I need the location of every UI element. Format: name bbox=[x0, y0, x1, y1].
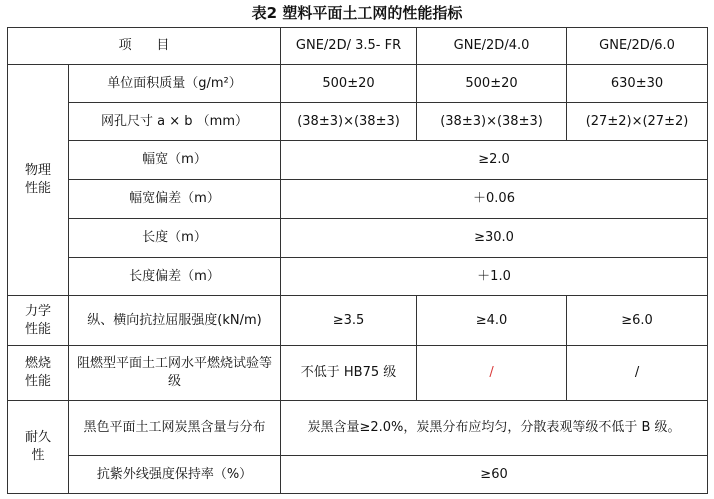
cell-flame-2 bbox=[417, 346, 567, 401]
category-mechanical: 力学 性能 bbox=[8, 296, 69, 346]
cell-strength-1: ≥3.5 bbox=[281, 296, 417, 346]
table-row bbox=[8, 180, 708, 219]
cell-length: ≥30.0 bbox=[281, 219, 708, 258]
cell-strength-2: ≥4.0 bbox=[417, 296, 567, 346]
table-row bbox=[8, 219, 708, 258]
cell-mass-2: 500±20 bbox=[417, 65, 567, 103]
cell-width: ≥2.0 bbox=[281, 141, 708, 180]
category-durability: 耐久 性 bbox=[8, 401, 69, 494]
cell-mesh-1: (38±3)×(38±3) bbox=[281, 103, 417, 141]
cell-length-dev: ＋1.0 bbox=[281, 258, 708, 296]
row-item-width-dev: 幅宽偏差（m） bbox=[69, 180, 281, 219]
row-item-length-dev: 长度偏差（m） bbox=[69, 258, 281, 296]
header-col3: GNE/2D/6.0 bbox=[567, 28, 708, 65]
table-row bbox=[8, 258, 708, 296]
header-col1: GNE/2D/ 3.5- FR bbox=[281, 28, 417, 65]
table-row bbox=[8, 141, 708, 180]
spec-table bbox=[7, 27, 708, 494]
table-row bbox=[8, 296, 708, 346]
table-row bbox=[8, 401, 708, 456]
row-item-flame: 阻燃型平面土工网水平燃烧试验等级 bbox=[69, 346, 281, 401]
cell-mass-1: 500±20 bbox=[281, 65, 417, 103]
header-col2: GNE/2D/4.0 bbox=[417, 28, 567, 65]
table-row bbox=[8, 346, 708, 401]
row-item-mesh: 网孔尺寸 a × b （mm） bbox=[69, 103, 281, 141]
cell-strength-3: ≥6.0 bbox=[567, 296, 708, 346]
cell-flame-3: / bbox=[567, 346, 708, 401]
row-item-strength: 纵、横向抗拉屈服强度(kN/m) bbox=[69, 296, 281, 346]
row-item-uv: 抗紫外线强度保持率（%） bbox=[69, 456, 281, 494]
row-item-length: 长度（m） bbox=[69, 219, 281, 258]
cell-mesh-2: (38±3)×(38±3) bbox=[417, 103, 567, 141]
cell-carbon: 炭黑含量≥2.0%，炭黑分布应均匀，分散表观等级不低于 B 级。 bbox=[281, 401, 708, 456]
table-row bbox=[8, 456, 708, 494]
category-combustion: 燃烧 性能 bbox=[8, 346, 69, 401]
row-item-mass: 单位面积质量（g/m²） bbox=[69, 65, 281, 103]
table-row bbox=[8, 65, 708, 103]
cell-uv: ≥60 bbox=[281, 456, 708, 494]
cell-width-dev: ＋0.06 bbox=[281, 180, 708, 219]
row-item-width: 幅宽（m） bbox=[69, 141, 281, 180]
row-item-carbon: 黑色平面土工网炭黑含量与分布 bbox=[69, 401, 281, 456]
header-row bbox=[8, 28, 708, 65]
table-title: 表2 塑料平面土工网的性能指标 bbox=[251, 4, 463, 22]
header-item: 项 目 bbox=[8, 28, 281, 65]
red-slash-mark: / bbox=[489, 365, 494, 380]
cell-mesh-3: (27±2)×(27±2) bbox=[567, 103, 708, 141]
table-row bbox=[8, 103, 708, 141]
cell-mass-3: 630±30 bbox=[567, 65, 708, 103]
category-physical: 物理 性能 bbox=[8, 65, 69, 296]
cell-flame-1: 不低于 HB75 级 bbox=[281, 346, 417, 401]
